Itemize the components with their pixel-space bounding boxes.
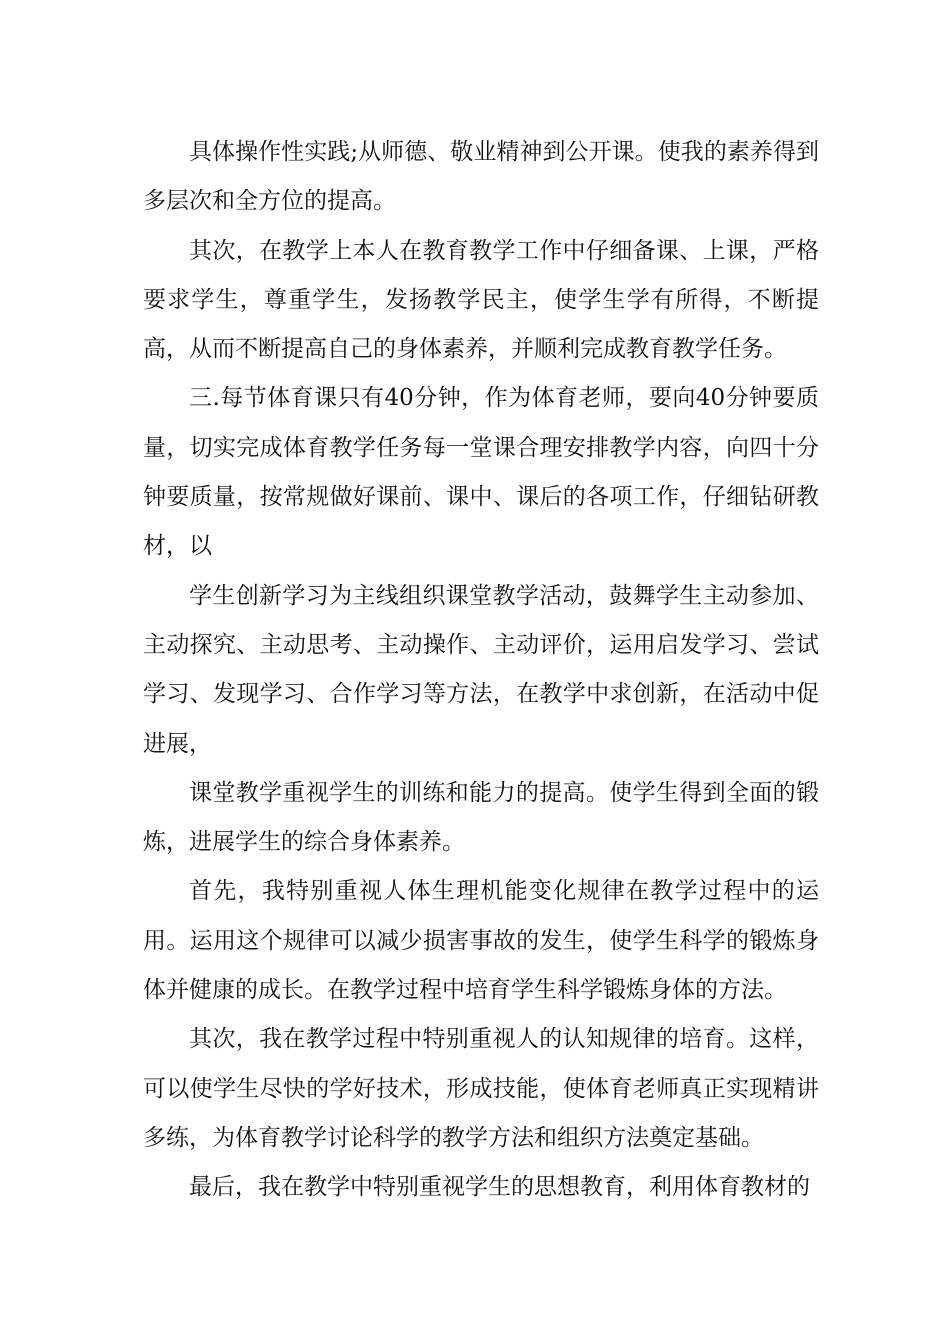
- paragraph-5: 课堂教学重视学生的训练和能力的提高。使学生得到全面的锻炼，进展学生的综合身体素养。: [143, 779, 819, 856]
- document-body: [143, 128, 819, 1213]
- paragraph-8: 最后，我在教学中特别重视学生的思想教育，利用体育教材的: [189, 1174, 810, 1201]
- paragraph-1: 具体操作性实践;从师德、敬业精神到公开课。使我的素养得到多层次和全方位的提高。: [143, 139, 819, 215]
- paragraph-7: 其次，我在教学过程中特别重视人的认知规律的培育。这样，可以使学生尽快的学好技术，形成技能，使体育老师真正实现精讲多练，为体育教学讨论科学的教学方法和组织方法奠定基础。: [143, 1026, 819, 1151]
- paragraph-3: 三.每节体育课只有40分钟，作为体育老师，要向40分钟要质量，切实完成体育教学任务每一堂课合理安排教学内容，向四十分钟要质量，按常规做好课前、课中、课后的各项工作，仔细钻研教材，以: [143, 385, 819, 560]
- paragraph-6: 首先，我特别重视人体生理机能变化规律在教学过程中的运用。运用这个规律可以减少损害事故的发生，使学生科学的锻炼身体并健康的成长。在教学过程中培育学生科学锻炼身体的方法。: [143, 878, 819, 1004]
- paragraph-4: 学生创新学习为主线组织课堂教学活动，鼓舞学生主动参加、主动探究、主动思考、主动操作、主动评价，运用启发学习、尝试学习、发现学习、合作学习等方法，在教学中求创新，在活动中促进展，: [143, 582, 819, 757]
- paragraph-2: 其次，在教学上本人在教育教学工作中仔细备课、上课，严格要求学生，尊重学生，发扬教学民主，使学生学有所得，不断提高，从而不断提高自己的身体素养，并顺利完成教育教学任务。: [143, 237, 819, 363]
